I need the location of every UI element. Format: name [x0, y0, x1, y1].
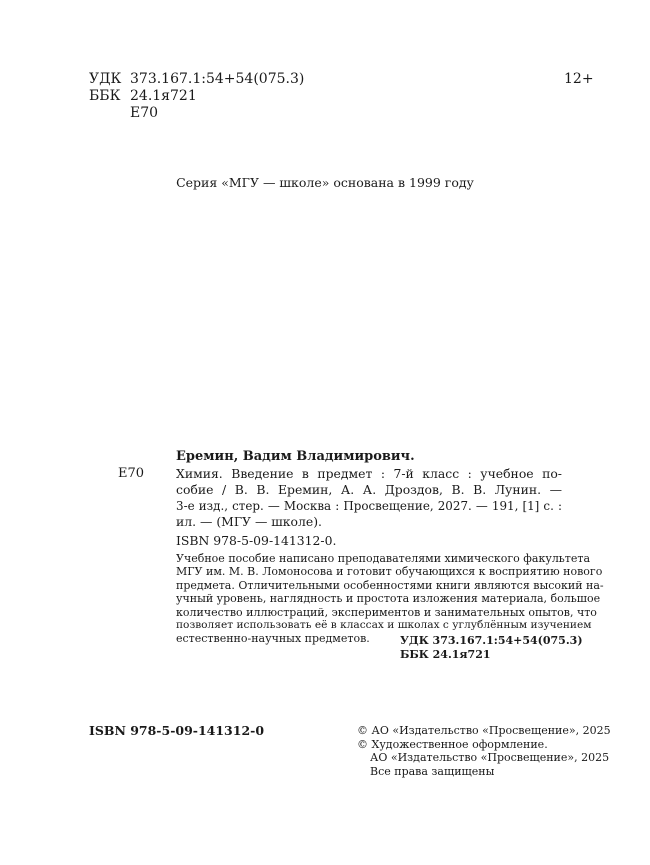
udk-label: УДК [89, 71, 122, 87]
bbk-label: ББК [89, 88, 121, 104]
author-mark: Е70 [130, 105, 159, 121]
annotation [176, 552, 604, 646]
bib-author: Еремин, Вадим Владимирович. [176, 449, 415, 464]
annotation-line: МГУ им. М. В. Ломоносова и готовит обучающихся к восприятию нового [176, 565, 603, 579]
copyright-line: © АО «Издательство «Просвещение», 2025 [357, 724, 611, 737]
annotation-line: предмета. Отличительными особенностями книги являются высокий на- [176, 578, 604, 592]
series-line: Серия «МГУ — школе» основана в 1999 году [176, 175, 474, 190]
bib-bbk: ББК 24.1я721 [400, 648, 491, 661]
footer-isbn: ISBN 978-5-09-141312-0 [89, 723, 265, 738]
annotation-line: естественно-научных предметов. [176, 632, 370, 646]
bib-description [176, 466, 562, 530]
annotation-line: количество иллюстраций, экспериментов и занимательных опытов, что [176, 605, 597, 619]
copyright-line: Все права защищены [370, 764, 495, 778]
bib-isbn: ISBN 978-5-09-141312-0. [176, 533, 337, 548]
bib-line: Химия. Введение в предмет : 7-й класс : учебное по- [176, 466, 562, 481]
bib-line: собие / В. В. Еремин, А. А. Дроздов, В. В. Лунин. — [176, 482, 562, 497]
annotation-line: Учебное пособие написано преподавателями химического факультета [176, 552, 591, 565]
annotation-line: позволяет использовать её в классах и школах с углублённым изучением [176, 619, 592, 632]
bbk-value: 24.1я721 [130, 88, 197, 104]
bib-line: 3-е изд., стер. — Москва : Просвещение, 2027. — 191, [1] с. : [176, 499, 562, 513]
annotation-line: учный уровень, наглядность и простота изложения материала, большое [176, 592, 601, 606]
bib-udk: УДК 373.167.1:54+54(075.3) [400, 634, 583, 647]
copyright-block [357, 724, 611, 778]
udk-value: 373.167.1:54+54(075.3) [130, 71, 305, 87]
age-rating: 12+ [564, 71, 594, 87]
bib-mark: Е70 [118, 466, 145, 481]
copyright-line: АО «Издательство «Просвещение», 2025 [370, 751, 610, 765]
bib-line: ил. — (МГУ — школе). [176, 514, 322, 529]
copyright-line: © Художественное оформление. [357, 737, 548, 751]
